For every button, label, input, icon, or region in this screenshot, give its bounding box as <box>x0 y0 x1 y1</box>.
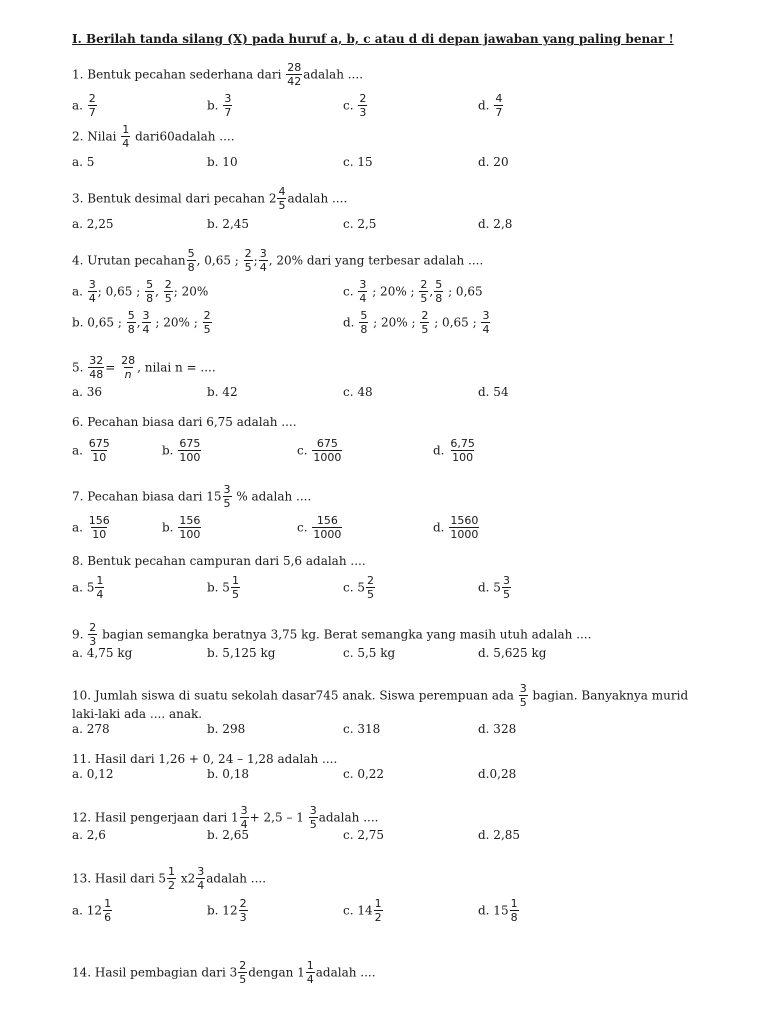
option-10c: c. 318 <box>343 722 381 736</box>
option-13a: a. 12 $\frac{1}{6}$ <box>72 897 112 924</box>
option-11c: c. 0,22 <box>343 767 385 781</box>
option-10d: d. 328 <box>478 722 517 736</box>
option-9a: a. 4,75 kg <box>72 646 133 660</box>
option-3c: c. 2,5 <box>343 217 377 231</box>
option-4c: c. $\frac{3}{4}$ ; 20% ; $\frac{2}{5}$ , $\frac{5}{8}$ ; 0,65 <box>343 278 483 305</box>
option-6c: c. $\frac{675}{1000}$ <box>297 437 342 464</box>
option-10a: a. 278 <box>72 722 110 736</box>
option-1d: d. $\frac{4}{7}$ <box>478 92 503 119</box>
option-11a: a. 0,12 <box>72 767 114 781</box>
option-3d: d. 2,8 <box>478 217 513 231</box>
option-1a: a. $\frac{2}{7}$ <box>72 92 96 119</box>
option-9c: c. 5,5 kg <box>343 646 396 660</box>
question-8: 8. Bentuk pecahan campuran dari 5,6 adalah .... <box>72 554 366 568</box>
question-6: 6. Pecahan biasa dari 6,75 adalah .... <box>72 415 297 429</box>
option-8b: b. 5 $\frac{1}{5}$ <box>207 574 239 601</box>
option-7c: c. $\frac{156}{1000}$ <box>297 514 342 541</box>
option-2b: b. 10 <box>207 155 238 169</box>
section-header: I. Berilah tanda silang (X) pada huruf a, b, c atau d di depan jawaban yang paling benar ! <box>72 32 674 46</box>
option-12d: d. 2,85 <box>478 828 521 842</box>
option-5d: d. 54 <box>478 385 509 399</box>
option-7b: b. $\frac{156}{100}$ <box>162 514 201 541</box>
option-1c: c. $\frac{2}{3}$ <box>343 92 367 119</box>
option-6b: b. $\frac{675}{100}$ <box>162 437 201 464</box>
option-2d: d. 20 <box>478 155 509 169</box>
question-10-line2: laki-laki ada .... anak. <box>72 707 203 721</box>
option-7d: d. $\frac{1560}{1000}$ <box>433 514 479 541</box>
option-4b: b. 0,65 ; $\frac{5}{8}$ , $\frac{3}{4}$ ; 20% ; $\frac{2}{5}$ <box>72 309 211 336</box>
option-12a: a. 2,6 <box>72 828 106 842</box>
option-6d: d. $\frac{6,75}{100}$ <box>433 437 475 464</box>
question-4: 4. Urutan pecahan $\frac{5}{8}$ , 0,65 ; $\frac{2}{5}$ ; $\frac{3}{4}$ , 20% dari yang terbesar adalah .... <box>72 247 484 274</box>
question-3: 3. Bentuk desimal dari pecahan 2 $\frac{4}{5}$ adalah .... <box>72 185 348 212</box>
option-13b: b. 12 $\frac{2}{3}$ <box>207 897 247 924</box>
option-3a: a. 2,25 <box>72 217 114 231</box>
option-8d: d. 5 $\frac{3}{5}$ <box>478 574 510 601</box>
option-9d: d. 5,625 kg <box>478 646 547 660</box>
option-4d: d. $\frac{5}{8}$ ; 20% ; $\frac{2}{5}$ ; 0,65 ; $\frac{3}{4}$ <box>343 309 490 336</box>
option-5a: a. 36 <box>72 385 103 399</box>
option-12b: b. 2,65 <box>207 828 250 842</box>
question-12: 12. Hasil pengerjaan dari 1 $\frac{3}{4}$ + 2,5 – 1 $\frac{3}{5}$ adalah .... <box>72 804 379 831</box>
option-9b: b. 5,125 kg <box>207 646 276 660</box>
option-3b: b. 2,45 <box>207 217 250 231</box>
option-2c: c. 15 <box>343 155 373 169</box>
question-13: 13. Hasil dari 5 $\frac{1}{2}$ x2 $\frac{3}{4}$ adalah .... <box>72 865 267 892</box>
option-5c: c. 48 <box>343 385 373 399</box>
fraction: $\frac{28}{42}$ <box>287 61 302 88</box>
option-11b: b. 0,18 <box>207 767 250 781</box>
option-13d: d. 15 $\frac{1}{8}$ <box>478 897 518 924</box>
question-10: 10. Jumlah siswa di suatu sekolah dasar745 anak. Siswa perempuan ada $\frac{3}{5}$ bagian. Banyaknya murid <box>72 682 689 709</box>
option-8a: a. 5 $\frac{1}{4}$ <box>72 574 104 601</box>
option-7a: a. $\frac{156}{10}$ <box>72 514 110 541</box>
option-11d: d.0,28 <box>478 767 517 781</box>
question-14: 14. Hasil pembagian dari 3 $\frac{2}{5}$ dengan 1 $\frac{1}{4}$ adalah .... <box>72 959 376 986</box>
question-7: 7. Pecahan biasa dari 15 $\frac{3}{5}$ % adalah .... <box>72 483 312 510</box>
option-13c: c. 14 $\frac{1}{2}$ <box>343 897 382 924</box>
option-2a: a. 5 <box>72 155 95 169</box>
option-4a: a. $\frac{3}{4}$ ; 0,65 ; $\frac{5}{8}$ , $\frac{2}{5}$ ; 20% <box>72 278 209 305</box>
option-10b: b. 298 <box>207 722 246 736</box>
question-11: 11. Hasil dari 1,26 + 0, 24 – 1,28 adalah .... <box>72 752 338 766</box>
option-6a: a. $\frac{675}{10}$ <box>72 437 110 464</box>
question-1: 1. Bentuk pecahan sederhana dari $\frac{28}{42}$ adalah .... <box>72 61 364 88</box>
question-5: 5. $\frac{32}{48}$ = $\frac{28}{n}$ , nilai n = .... <box>72 354 216 381</box>
option-8c: c. 5 $\frac{2}{5}$ <box>343 574 374 601</box>
option-1b: b. $\frac{3}{7}$ <box>207 92 232 119</box>
question-2: 2. Nilai $\frac{1}{4}$ dari60adalah .... <box>72 123 235 150</box>
question-9: 9. $\frac{2}{3}$ bagian semangka beratnya 3,75 kg. Berat semangka yang masih utuh adalah .... <box>72 621 592 648</box>
option-5b: b. 42 <box>207 385 238 399</box>
option-12c: c. 2,75 <box>343 828 385 842</box>
